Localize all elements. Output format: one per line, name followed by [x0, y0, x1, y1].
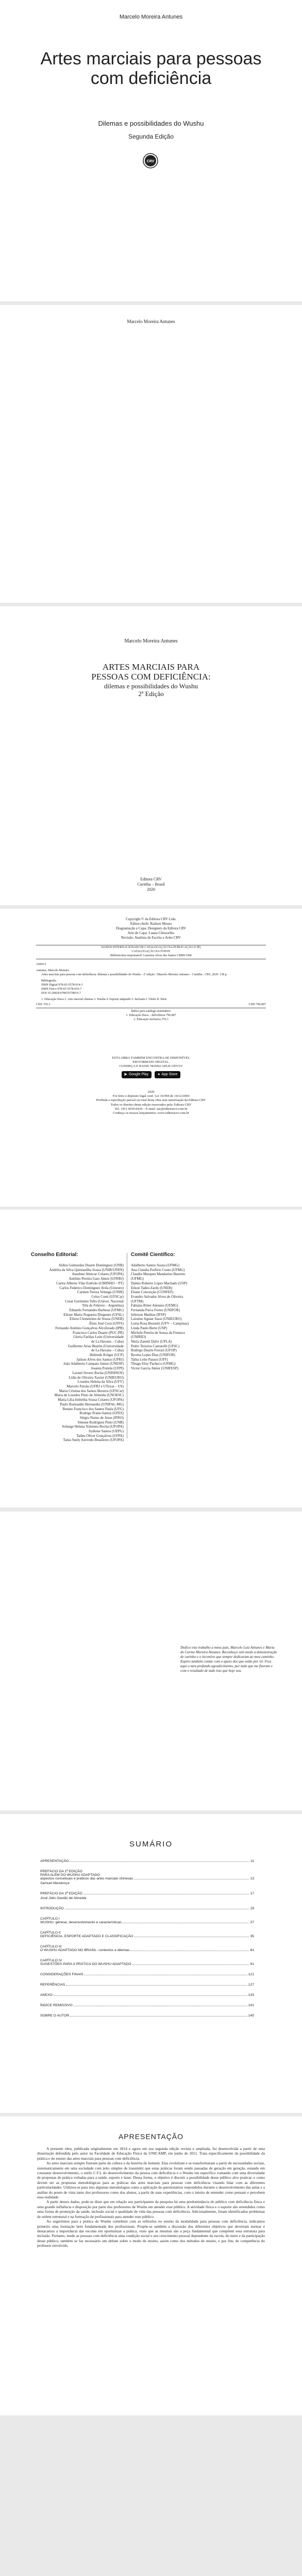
cip-code: A66613: [36, 963, 46, 966]
footer-legal: Foi feito o depósito legal conf. Lei 10.994 de 14/12/2004: [112, 1094, 190, 1098]
council-member: Leonel Severo Rocha (UNISINOS): [72, 1370, 124, 1375]
council-member: Carlos Federico Dominguez Avila (Unieuro): [59, 1285, 124, 1290]
editor-chief-line: Editor-chefe: Railson Moura: [130, 922, 172, 926]
council-member: Maria de Lourdes Pinto de Almeida (UNOESC): [54, 1393, 124, 1398]
dedication-page: [0, 1512, 302, 1810]
council-member: Lairaine Aguiar Sassi (UNIEURO): [131, 1317, 182, 1321]
council-member: Três de Febrero – Argentina): [82, 1303, 124, 1308]
dot-leader: [54, 1995, 247, 1996]
summary-entry[interactable]: [40, 1870, 254, 1885]
summary-entry-label: CAPÍTULO IV: [40, 1959, 62, 1962]
summary-entry[interactable]: [40, 1983, 254, 1987]
footer-website: Conheça os nossos lançamentos: www.editoracrv.com.br: [113, 1111, 189, 1115]
presentation-paragraph: A partir desses dados, pode-se dizer que em relação aos participantes da pesquisa há uma predominância do público com deficiência física e uma grande influência e disposição por parte dos professores de Wushu em atender esse público. A atividade física e o esporte são entendidos como uma forma de promoção da saúde, inclusão social e qualidade de vida das pessoas com deficiência. Adicionalmente, foram identificados problemas de ordem estrutural e na formação de profissionais para atender esse público.: [37, 2199, 265, 2219]
summary-entry-label: CAPÍTULO III: [40, 1945, 62, 1948]
dot-leader: [70, 1861, 249, 1862]
council-member: Celso Conti (UFSCar): [91, 1294, 124, 1299]
cip-isbn-physical: ISBN Físico 978-65-5578-016-7: [41, 988, 82, 991]
footer-year: 2020: [147, 1090, 155, 1094]
cip-librarian: Bibliotecária responsável: Luzenira Alves dos Santos CRB9/1506: [110, 954, 192, 957]
council-member: Anselmo Alencar Colares (UFOPA): [72, 1272, 124, 1277]
editorial-council-list: [21, 1263, 124, 1443]
presentation-page: [0, 2116, 302, 2415]
cip-bibliography: Bibliografia: [41, 979, 56, 982]
presentation-paragraph: Ao sugerirmos para a prática do Wushu contribuir com as reflexões no ensino da modalidade para pessoas com deficiência, indicamos primeiro uma formação bem fundamentada dos profissionais. Propõe-se também a discussão dos diferentes objetivos que deveriam nortear e destacamos a importância das escolas em oportunizar a prática, visto que as mesmas são a peça fundamental que compõem essa estrutura para inclusão. Portanto, tendo as pessoas com deficiência uma condição social e seu crescimento pessoal dependente da escola, do meio e da participação desse público, também se faz necessário um debate sobre o modo de ensino, assim como dos métodos de ensino, e por fim, de competência do professor envolvido.: [37, 2219, 265, 2248]
council-member: Renato Francisco dos Santos Paula (UFG): [62, 1406, 124, 1411]
publisher-name: Editora CRV: [140, 877, 162, 882]
publication-year: 2020: [147, 887, 155, 892]
summary-entry-label: PREFÁCIO DA 1ª EDIÇÃO: [40, 1870, 82, 1873]
cip-entry: Antunes, Marcelo Moreira: [36, 969, 69, 972]
cip-index-1: 1. Educação física – deficiência 796.807: [126, 1014, 176, 1017]
presentation-paragraph: As artes marciais sempre fizeram parte da cultura e da história do homem. Elas evoluíram e se transformaram a partir de necessidades sociais, sistematicamente em uma sociedade com jeito simples de transmitir que estas práticas foram sendo passadas de geração em geração, estando em constante desenvolvimento, o estilo C.F.L do desenvolvimento da pessoa com deficiência e o Wushu em específico contando com uma diversidade de propostas de prática voltadas para a saúde, esporte e lazer. Dessa forma, o objetivo é discutir a possibilidade desse público alvo praticar, e como devem ser as propostas metodológicas para as práticas das artes marciais para pessoas com deficiência visando lidar com as diferentes particularidades. Utilizou-se para isso algumas metodologias como a aplicação de questionários respondidos durante o desenvolvimento das aulas e a análise do ponto de vista tanto dos professores como dos alunos, a partir de suas experiências, com o intuito de entender como pensam e percebem essa realidade.: [37, 2161, 265, 2200]
summary-entry-page: 145: [248, 2014, 254, 2018]
council-member: Núria Zanetti Dalvi (UFLA): [131, 1339, 172, 1344]
title-page-publisher-block: [0, 877, 302, 892]
council-member: Eliane Conceição (CONFEF): [131, 1290, 174, 1295]
council-member: Rodrigo Pratte-Santos (UFES): [79, 1411, 124, 1416]
editorial-council-heading: Conselho Editorial:: [31, 1252, 78, 1258]
summary-heading: SUMÁRIO: [129, 1840, 173, 1849]
summary-entry[interactable]: [40, 1945, 254, 1952]
council-member: Josania Portela (UFPI): [91, 1366, 124, 1371]
summary-entry-page: 81: [250, 1948, 254, 1952]
app-store-label: App Store: [161, 1073, 178, 1076]
council-member: (UNIRIO): [131, 1335, 146, 1340]
publisher-city: Curitiba – Brasil: [137, 882, 165, 887]
council-member: Luzia Rosa Buzzetti (UFV – Campinas): [131, 1321, 189, 1326]
council-member: Rodrigo Duarte Ferrari (UFOP): [131, 1348, 177, 1353]
council-member: Dalmo Roberto Lopes Machado (USP): [131, 1281, 188, 1285]
council-member: Carlos Alberto Vilar Estêvão (UMINHO – PT): [56, 1281, 124, 1285]
review-line: Revisão: Analista de Escrita e Artes CRV: [121, 936, 181, 940]
cover-subtitle: Dilemas e possibilidades do Wushu: [98, 120, 204, 127]
summary-entry-title: SUGESTÕES PARA A PRÁTICA DO WUSHU ADAPTADO: [40, 1962, 131, 1966]
cover-art-line: Arte de Capa: Luana Chiesorbio: [127, 931, 175, 935]
summary-entry-title: WUSHU: gênese, desenvolvimento e características: [40, 1921, 122, 1924]
dot-leader: [132, 1964, 249, 1965]
app-line-2: EM FORMATO DIGITAL.: [132, 1060, 170, 1064]
title-page-title: [0, 662, 302, 682]
cip-index-title: Índice para catálogo sistemático: [131, 1010, 171, 1013]
scientific-committee-heading: Comitê Científico:: [131, 1252, 175, 1258]
council-member: Sydione Santos (UEPG): [88, 1429, 124, 1434]
summary-entry-page: 13: [250, 1877, 254, 1880]
cip-block: [36, 945, 266, 1022]
council-member: Aldira Guimarães Duarte Domínguez (UNB): [58, 1263, 124, 1267]
google-play-badge[interactable]: [122, 1071, 152, 1078]
council-member: de La Havana – Cuba): [91, 1339, 124, 1344]
summary-entry-label: CAPÍTULO I: [40, 1917, 60, 1921]
summary-entry-label: SOBRE O AUTOR: [40, 2014, 70, 2018]
title-page-edition: 2ª Edição: [138, 690, 164, 698]
summary-entry-page: 127: [248, 1983, 254, 1987]
council-member: Andréia da Silva Quintanilha Sousa (UNIR/UFRN): [49, 1267, 124, 1272]
summary-entry-label: CAPÍTULO II: [40, 1931, 61, 1935]
council-member: Edson Tadeu Zardo (UNEB): [131, 1285, 173, 1290]
title-page: [0, 606, 302, 905]
footer-contact: Tel.: (41) 3039-6418 – E-mail: sac@editoracrv.com.br: [114, 1107, 188, 1111]
council-member: Francisco Carlos Duarte (PUC-PR): [73, 1330, 124, 1335]
summary-entry-page: 141: [248, 2004, 254, 2007]
council-member: Ana Claudia Porfirio Couto (UFMG): [131, 1267, 185, 1272]
summary-entry-label: REFERÊNCIAS: [40, 1983, 65, 1987]
title-line-2: PESSOAS COM DEFICIÊNCIA:: [91, 672, 211, 682]
app-line-3: CONHEÇA E BAIXE NOSSO APLICATIVO!: [119, 1064, 183, 1068]
summary-entry-page: 121: [248, 1973, 254, 1976]
summary-entry-title: PARA ALÉM DO WUSHU ADAPTADO:: [40, 1873, 101, 1877]
app-line-1: ESTA OBRA TAMBÉM ENCONTRA-SE DISPONÍVEL: [112, 1056, 190, 1060]
council-member: Jeferson Mathias (IFSP): [131, 1312, 166, 1317]
council-member: Adalberto Santos Souza (UFMG): [131, 1263, 179, 1267]
summary-entry-label: INTRODUÇÃO: [40, 1907, 64, 1910]
council-member: Paulo Romualdo Hernandes (UNIFAL-MG): [60, 1402, 124, 1406]
council-member: Sérgio Nunes de Jesus (IFRO): [79, 1415, 124, 1420]
cip-title: DADOS INTERNACIONAIS DE CATALOGAÇÃO NA PUBLICAÇÃO (CIP): [101, 946, 201, 949]
scientific-committee-list: [131, 1263, 239, 1371]
half-title-author: Marcelo Moreira Antunes: [127, 319, 175, 324]
cip-cdu: CDU 376.3: [36, 1003, 51, 1006]
cover-edition: Segunda Edição: [128, 133, 174, 140]
presentation-paragraph: A presente obra, publicada originalmente em 2014 e agora em sua segunda edição revista e ampliada, foi desenvolvida a partir de uma dissertação defendida pelo autor na Faculdade de Educação Física da UNICAMP, em junho de 2011. Trata especificamente da possibilidade da prática e do ensino das artes marciais para pessoas com deficiência.: [37, 2146, 265, 2161]
cip-index-2: 2. Educação inclusiva 376.3: [133, 1018, 169, 1021]
council-member: Lourdes Helena da Silva (UFV): [77, 1380, 124, 1384]
summary-entry-page: 19: [250, 1907, 254, 1910]
summary-page: [0, 1814, 302, 2113]
credits-header: [0, 917, 302, 940]
cip-subjects: 1. Educação física 2. Arte marcial chinesa 3. Wushu 4. Esporte adaptado 5. Inclusão I. Título II. Série: [41, 998, 167, 1001]
footer-rights: Proibida a reprodução parcial ou total desta obra sem autorização da Editora CRV: [96, 1098, 206, 1103]
council-member: Talita Leite Passos (UFF): [131, 1357, 168, 1362]
summary-entry[interactable]: [40, 1993, 254, 1997]
presentation-body: [37, 2146, 265, 2248]
summary-entry[interactable]: [40, 1959, 254, 1966]
summary-entry[interactable]: [40, 1931, 254, 1938]
summary-entry[interactable]: [40, 1892, 254, 1900]
council-member: Solange Helena Ximenes-Rocha (UFOPA): [62, 1425, 124, 1429]
council-member: Elizeu Clementino de Souza (UNEB): [70, 1317, 124, 1321]
council-member: João Adalberto Campato Junior (UNESP): [63, 1362, 124, 1366]
summary-entry-page: 27: [250, 1921, 254, 1924]
council-member: Helmuth Krüger (UCP): [89, 1353, 124, 1358]
council-member: de La Havana – Cuba): [91, 1348, 124, 1353]
summary-entry-label: ANEXO: [40, 1993, 53, 1997]
dot-leader: [66, 1985, 247, 1986]
summary-entry-title: aspectos conceituais e práticos das artes marciais chinesas: [40, 1877, 133, 1880]
copyright-line: Copyright © da Editora CRV Ltda.: [126, 917, 176, 921]
summary-entry-author: José Júlio Gavião de Almeida: [40, 1896, 87, 1900]
footer-reserved: Todos os direitos desta edição reservados pela: Editora CRV: [110, 1103, 192, 1107]
credits-footer: [0, 1090, 302, 1115]
publisher-logo-text: CRV: [146, 160, 155, 163]
council-member: Elione Maria Nogueira Diogenes (UFAL): [63, 1312, 124, 1317]
summary-entry-page: 91: [250, 1962, 254, 1966]
summary-entry-page: 11: [250, 1859, 254, 1863]
play-icon: ▶: [124, 1073, 127, 1076]
council-member: Fabiana Ritter Antunes (UEMG): [131, 1303, 178, 1308]
summary-entry-page: 35: [250, 1935, 254, 1938]
presentation-heading: APRESENTAÇÃO: [118, 2132, 184, 2141]
council-member: Ryoma Lopes Dias (UNIFOR): [131, 1353, 175, 1358]
summary-entry-label: APRESENTAÇÃO: [40, 1859, 69, 1863]
summary-entry-author: Samuel Mendonça: [40, 1882, 70, 1885]
summary-entry[interactable]: [40, 2014, 254, 2018]
council-member: Claudio Marques Mandarino Barretto: [131, 1272, 186, 1277]
summary-list: [40, 1859, 254, 2024]
app-store-badge[interactable]: [155, 1071, 180, 1078]
summary-entry[interactable]: [40, 2004, 254, 2007]
cip-body: Artes marciais para pessoas com deficiência: dilemas e possibilidades do Wushu - 2ª edição / Marcelo Moreira Antunes – Curitiba : CRV, 2020. 138 p.: [41, 973, 228, 976]
council-member: Fernanda Paiva Fortes (UNIFOR): [131, 1308, 180, 1313]
council-member: Marcelo Paixão (UFRJ e UTexas – US): [66, 1384, 124, 1388]
council-member: Carmen Tereza Velanga (UNIR): [77, 1290, 124, 1295]
title-line-1: ARTES MARCIAIS PARA: [102, 662, 200, 672]
council-member: Simone Rodrigues Pinto (UNB): [77, 1420, 124, 1425]
half-title-page: [0, 305, 302, 603]
summary-entry-title: O WUSHU ADAPTADO NO BRASIL: contextos e dilemas: [40, 1948, 130, 1952]
google-play-label: Google Play: [128, 1073, 149, 1076]
council-member: Thiago Eloy Pacheco (UFMG): [131, 1362, 176, 1366]
council-member: Victor Garcia Júnior (UNIFESP): [131, 1366, 178, 1371]
summary-entry-page: 17: [250, 1892, 254, 1895]
council-member: Maria Cristina dos Santos Bezerra (UFSCar): [59, 1388, 124, 1393]
council-member: Evandro Salvador Alves de Oliveira: [131, 1294, 183, 1299]
summary-entry-label: ÍNDICE REMISSIVO: [40, 2004, 73, 2007]
council-member: Linda Paulo Berte (USP): [131, 1326, 167, 1330]
council-member: Jailson Alves dos Santos (UFRJ): [76, 1357, 124, 1362]
publisher-logo: [142, 152, 159, 169]
council-member: Tania Suely Azevedo Brasileiro (UFOPA): [63, 1438, 124, 1443]
council-member: Lídia de Oliveira Xavier (UNIEURO): [69, 1375, 124, 1380]
summary-entry-title: DEFICIÊNCIA, ESPORTE ADAPTADO E CLASSIFICAÇÃO: [40, 1935, 133, 1938]
council-member: Tadeu Oliver Gonçalves (UFPA): [76, 1433, 124, 1438]
app-notice: [0, 1056, 302, 1078]
council-member: (UFMG): [131, 1277, 144, 1281]
credits-page: [0, 909, 302, 1207]
cover-author: Marcelo Moreira Antunes: [119, 14, 183, 20]
council-member: Maria Lília Imbiriba Sousa Colares (UFOPA): [58, 1398, 124, 1402]
editorial-council-page: [0, 1210, 302, 1507]
council-member: Guillermo Arias Beatón (Universidade: [68, 1344, 124, 1348]
summary-entry[interactable]: [40, 1973, 254, 1976]
council-member: Cesar Gerónimo Tello (Univer. Nacional: [65, 1299, 124, 1303]
title-page-subtitle: dilemas e possibilidades do Wushu: [104, 682, 198, 690]
cip-cdd: CDD 796.807: [248, 1003, 266, 1006]
cover-title: Artes marciais para pessoas com deficiência: [40, 49, 262, 88]
summary-entry[interactable]: [40, 1917, 254, 1924]
cover-page: [0, 0, 302, 301]
cip-doi: DOI 10.24824/978655578016.7: [41, 992, 81, 995]
council-member: Michele Pereira de Souza da Fonseca: [131, 1330, 185, 1335]
cip-isbn-digital: ISBN Digital 978-65-5578-014-3: [41, 984, 83, 987]
council-member: Fernando Antônio Gonçalves Alcoforado (IPB): [55, 1326, 124, 1330]
summary-entry-label: CONSIDERAÇÕES FINAIS: [40, 1973, 83, 1976]
council-member: Élsio José Corá (UFFS): [89, 1321, 124, 1326]
council-member: (UFTM): [131, 1299, 144, 1303]
summary-entry[interactable]: [40, 1907, 254, 1910]
apple-icon: ●: [158, 1073, 160, 1076]
council-member: Gloria Fariñas León (Universidade: [73, 1335, 124, 1340]
layout-line: Diagramação e Capa: Designers da Editora CRV: [115, 926, 187, 930]
summary-entry-label: PREFÁCIO DA 2ª EDIÇÃO: [40, 1892, 82, 1895]
summary-entry[interactable]: [40, 1859, 254, 1863]
title-page-author: Marcelo Moreira Antunes: [124, 638, 178, 644]
dedication-text: Dedico este trabalho a meus pais, Marcelo Luiz Antunes e Maria do Carmo Moreira Antunes. Reconheço sem medo a demonstração de carinho e o incentivo que sempre dedicaram ao meu caminho. Espero também contar com o apoio dos que estão por vir. Fica aqui o meu profundo agradecimento, por tudo que me fizeram e com o resultado de tudo isso que hoje sou.: [180, 1646, 277, 1673]
council-member: Pedro Teixeira Cantarelli (UFSC): [131, 1344, 180, 1348]
council-member: Eduardo Fernandes Barbosa (UFMG): [69, 1308, 124, 1313]
cip-subtitle: CATALOGAÇÃO NA FONTE: [131, 950, 171, 953]
summary-entry-page: 133: [248, 1993, 254, 1997]
council-member: Antônio Pereira Gaio Júnior (UFRRJ): [69, 1277, 124, 1281]
